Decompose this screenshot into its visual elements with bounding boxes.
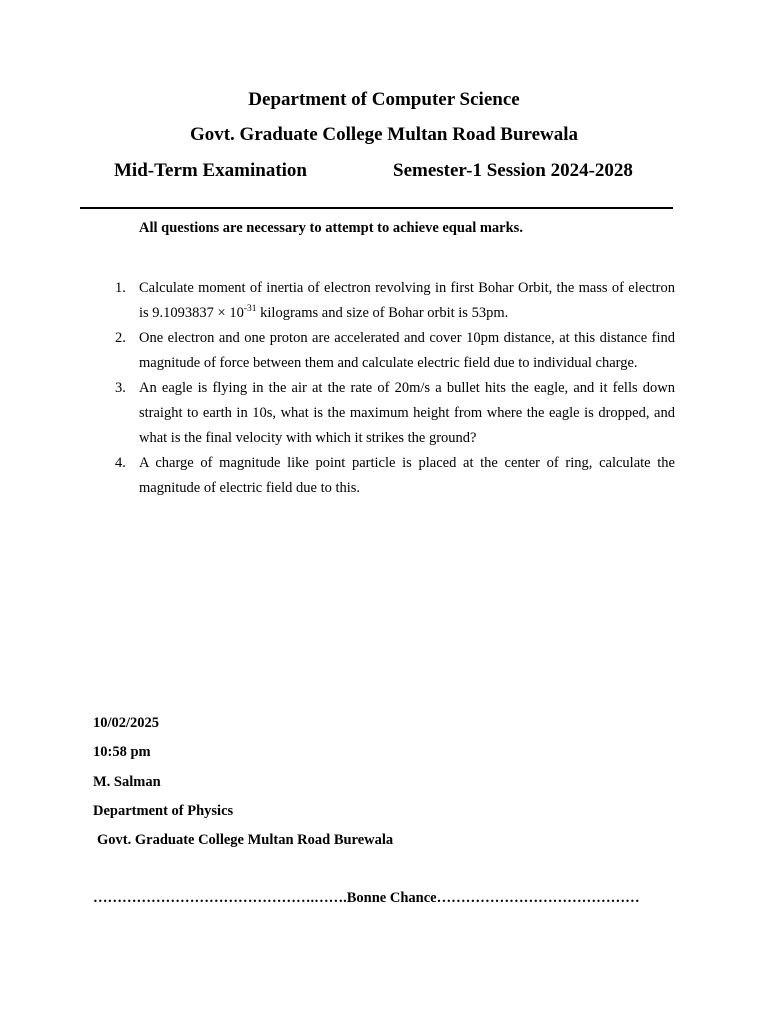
question-number: 4. — [115, 455, 126, 471]
instruction-text: All questions are necessary to attempt to achieve equal marks. — [139, 220, 523, 236]
question-text: One electron and one proton are accelerated and cover 10pm distance, at this distance find magnitude of force between them and calculate electric field due to individual charge. — [139, 330, 675, 371]
question-text — [139, 280, 675, 321]
question-text: An eagle is flying in the air at the rate of 20m/s a bullet hits the eagle, and it fells down straight to earth in 10s, what is the maximum height from where the eagle is dropped, and what is the final velocity with which it strikes the ground? — [139, 380, 675, 446]
teacher-department: Department of Physics — [93, 803, 234, 819]
semester-session: Semester-1 Session 2024-2028 — [393, 160, 633, 181]
question-text-part: Calculate moment of inertia of electron revolving in first Bohar Orbit, the mass of electron is 9.1093837 × 10 — [139, 280, 675, 321]
exam-time: 10:58 pm — [93, 744, 151, 760]
footer-closing: ……………………………………….…….Bonne Chance…………………………………… — [93, 890, 640, 906]
exam-date: 10/02/2025 — [93, 715, 160, 731]
question-text: A charge of magnitude like point particle is placed at the center of ring, calculate the magnitude of electric field due to this. — [139, 455, 675, 496]
question-text-part: kilograms and size of Bohar orbit is 53pm. — [256, 305, 509, 321]
question-item — [108, 326, 675, 376]
question-item — [108, 376, 675, 451]
exam-type: Mid-Term Examination — [114, 160, 307, 181]
header-divider — [80, 207, 673, 209]
question-number: 1. — [115, 280, 126, 296]
exponent: -31 — [243, 304, 257, 315]
question-number: 2. — [115, 330, 126, 346]
question-item — [108, 451, 675, 501]
college-title: Govt. Graduate College Multan Road Burewala — [189, 124, 579, 145]
department-title: Department of Computer Science — [248, 89, 520, 110]
question-number: 3. — [115, 380, 126, 396]
question-item — [108, 276, 675, 326]
teacher-name: M. Salman — [93, 774, 161, 790]
question-list — [108, 276, 675, 501]
teacher-college: Govt. Graduate College Multan Road Burewala — [97, 832, 394, 848]
